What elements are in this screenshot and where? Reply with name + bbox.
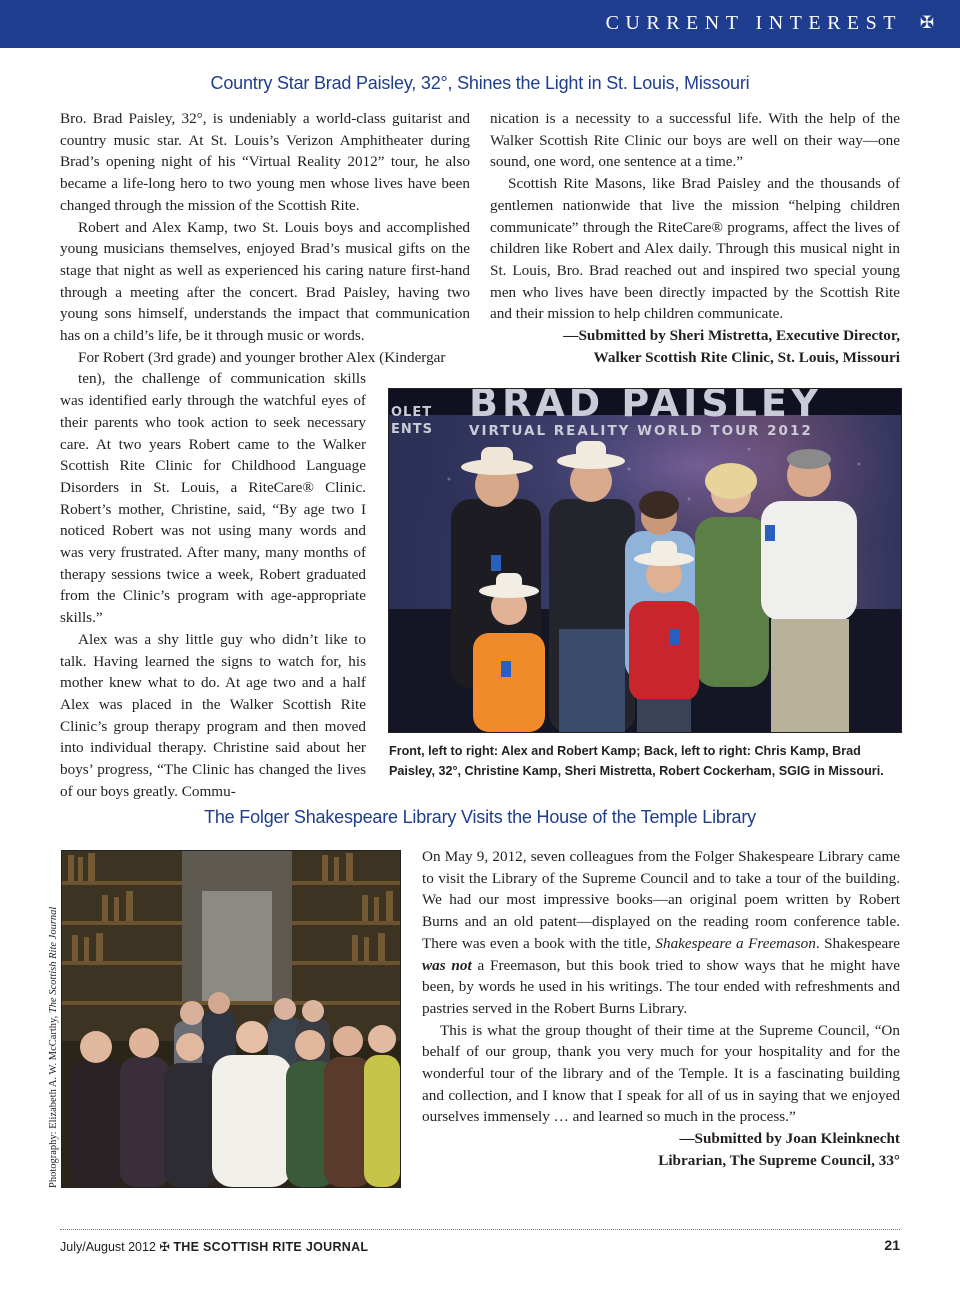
narrow-text-block	[60, 368, 366, 628]
article1-paragraph: Alex was a shy little guy who didn’t like to talk. Having learned the signs to watch for, his mother knew what to do. At age two and a half Alex was placed in the Walker Scottish Rite Clinic’s group therapy program and then moved into individual therapy. Christine said about her boys’ progress, “The Clinic has changed the lives of our boys greatly. Commu-	[60, 630, 366, 800]
article1-paragraph: nication is a necessity to a successful life. With the help of the Walker Scottish Rite Clinic our boys are well on their way—one sound, one word, one sentence at a time.”	[490, 110, 900, 171]
photo-credit-source: The Scottish Rite Journal	[48, 906, 59, 1014]
article1-paragraph: Robert and Alex Kamp, two St. Louis boys and accomplished young musicians themselves, enjoyed Brad’s musical gifts on the stage that night as well as experienced his caring nature first-hand through a meeting after the concert. Brad Paisley, having two young sons himself, understands the impact that communication has on a child’s life, be it through music or words.	[60, 218, 470, 345]
text-run: a Freemason, but this book tried to show ways that he might have been, by words he used in his writings. The tour ended with refreshments and pastries served in the Robert Burns Library.	[422, 956, 900, 1017]
photo-stage-tour: VIRTUAL REALITY WORLD TOUR 2012	[469, 423, 813, 439]
article1-headline: Country Star Brad Paisley, 32°, Shines the Light in St. Louis, Missouri	[210, 73, 750, 93]
article2-column	[422, 846, 900, 1172]
text-run: For Robert (3rd grade) and younger brother Alex (Kindergar	[78, 348, 446, 366]
emphasis: was not	[422, 956, 472, 974]
text-run: . Shakespeare	[815, 934, 900, 952]
article1-signature-line1: —Submitted by Sheri Mistretta, Executive Director,	[563, 327, 900, 345]
photo-stage-side-2: ENTS	[391, 422, 433, 437]
cross-icon: ✠	[159, 1240, 170, 1254]
article1-signature-line2: Walker Scottish Rite Clinic, St. Louis, Missouri	[593, 348, 900, 366]
concert-photo-illustration	[389, 389, 901, 732]
article2-paragraph-2: This is what the group thought of their time at the Supreme Council, “On behalf of our group, thank you very much for your hospitality and for the wonderful tour of the library and of the Temple. It is a fascinating building and collection, and I know that I speak for all of us in saying that we enjoyed ourselves immensely … and learned so much in the process.”	[422, 1021, 900, 1126]
section-banner	[0, 0, 960, 48]
photo-stage-banner: BRAD PAISLEY	[469, 388, 823, 425]
journal-title: THE SCOTTISH RITE JOURNAL	[173, 1240, 369, 1254]
library-group-photo	[61, 850, 401, 1188]
photo-credit	[48, 888, 62, 1188]
book-title: Shakespeare a Freemason	[655, 934, 816, 952]
article1-paragraph: Bro. Brad Paisley, 32°, is undeniably a world-class guitarist and country music star. At St. Louis’s Verizon Amphitheater during Brad’s opening night of his “Virtual Reality 2012” tour, he also became a life-long hero to two young men whose lives have been changed through the mission of the Scottish Rite.	[60, 110, 470, 214]
article1-paragraph: Scottish Rite Masons, like Brad Paisley and the thousands of gentlemen nationwide that live the mission “helping children communicate” through the RiteCare® programs, affect the lives of children like Robert and Alex daily. Through this musical night in St. Louis, Bro. Brad reached out and inspired two special young men who lives have been directly impacted by the Scottish Rite and their mission to help children communicate.	[490, 175, 900, 323]
article2-signature-line2: Librarian, The Supreme Council, 33°	[658, 1151, 900, 1169]
article2-headline: The Folger Shakespeare Library Visits the House of the Temple Library	[204, 807, 756, 827]
page-number: 21	[884, 1237, 900, 1253]
cross-icon: ✠	[919, 13, 934, 33]
footer-divider	[60, 1229, 900, 1230]
library-photo-illustration	[62, 851, 400, 1187]
concert-group-photo	[388, 388, 902, 733]
section-title: CURRENT INTEREST	[605, 12, 902, 34]
photo-credit-prefix: Photography: Elizabeth A. W. McCarthy,	[48, 1013, 59, 1188]
issue-date: July/August 2012	[60, 1240, 156, 1254]
text-run: On May 9, 2012, seven colleagues from the Folger Shakespeare Library came to visit the Library of the Supreme Council and to take a tour of the building. We had our most impressive books—an original poem written by Robert Burns and an old patent—displayed on the reading room conference table. There was even a book with the title,	[422, 848, 900, 952]
article1-column-right	[490, 108, 900, 368]
text-run: ten), the challenge of communication skills was identified early through the watchful eyes of their parents who took action to seek necessary care. At two years Robert came to the Walker Scottish Rite Clinic for Childhood Language Disorders in St. Louis, a RiteCare® Clinic. Robert’s mother, Christine, said, “By age two I noticed Robert was not using many words and was very frustrated. After many, many months of therapy sessions twice a week, Robert graduated from the Clinic’s program with age-appropriate skills.”	[60, 370, 366, 627]
concert-photo-caption: Front, left to right: Alex and Robert Kamp; Back, left to right: Chris Kamp, Brad Paisley, 32°, Christine Kamp, Sheri Mistretta, Robert Cockerham, SGIG in Missouri.	[389, 744, 884, 778]
article2-paragraph-1	[422, 846, 900, 1020]
footer-issue	[60, 1239, 368, 1254]
photo-stage-side-1: OLET	[391, 405, 433, 420]
article2-signature-line1: —Submitted by Joan Kleinknecht	[679, 1130, 900, 1148]
